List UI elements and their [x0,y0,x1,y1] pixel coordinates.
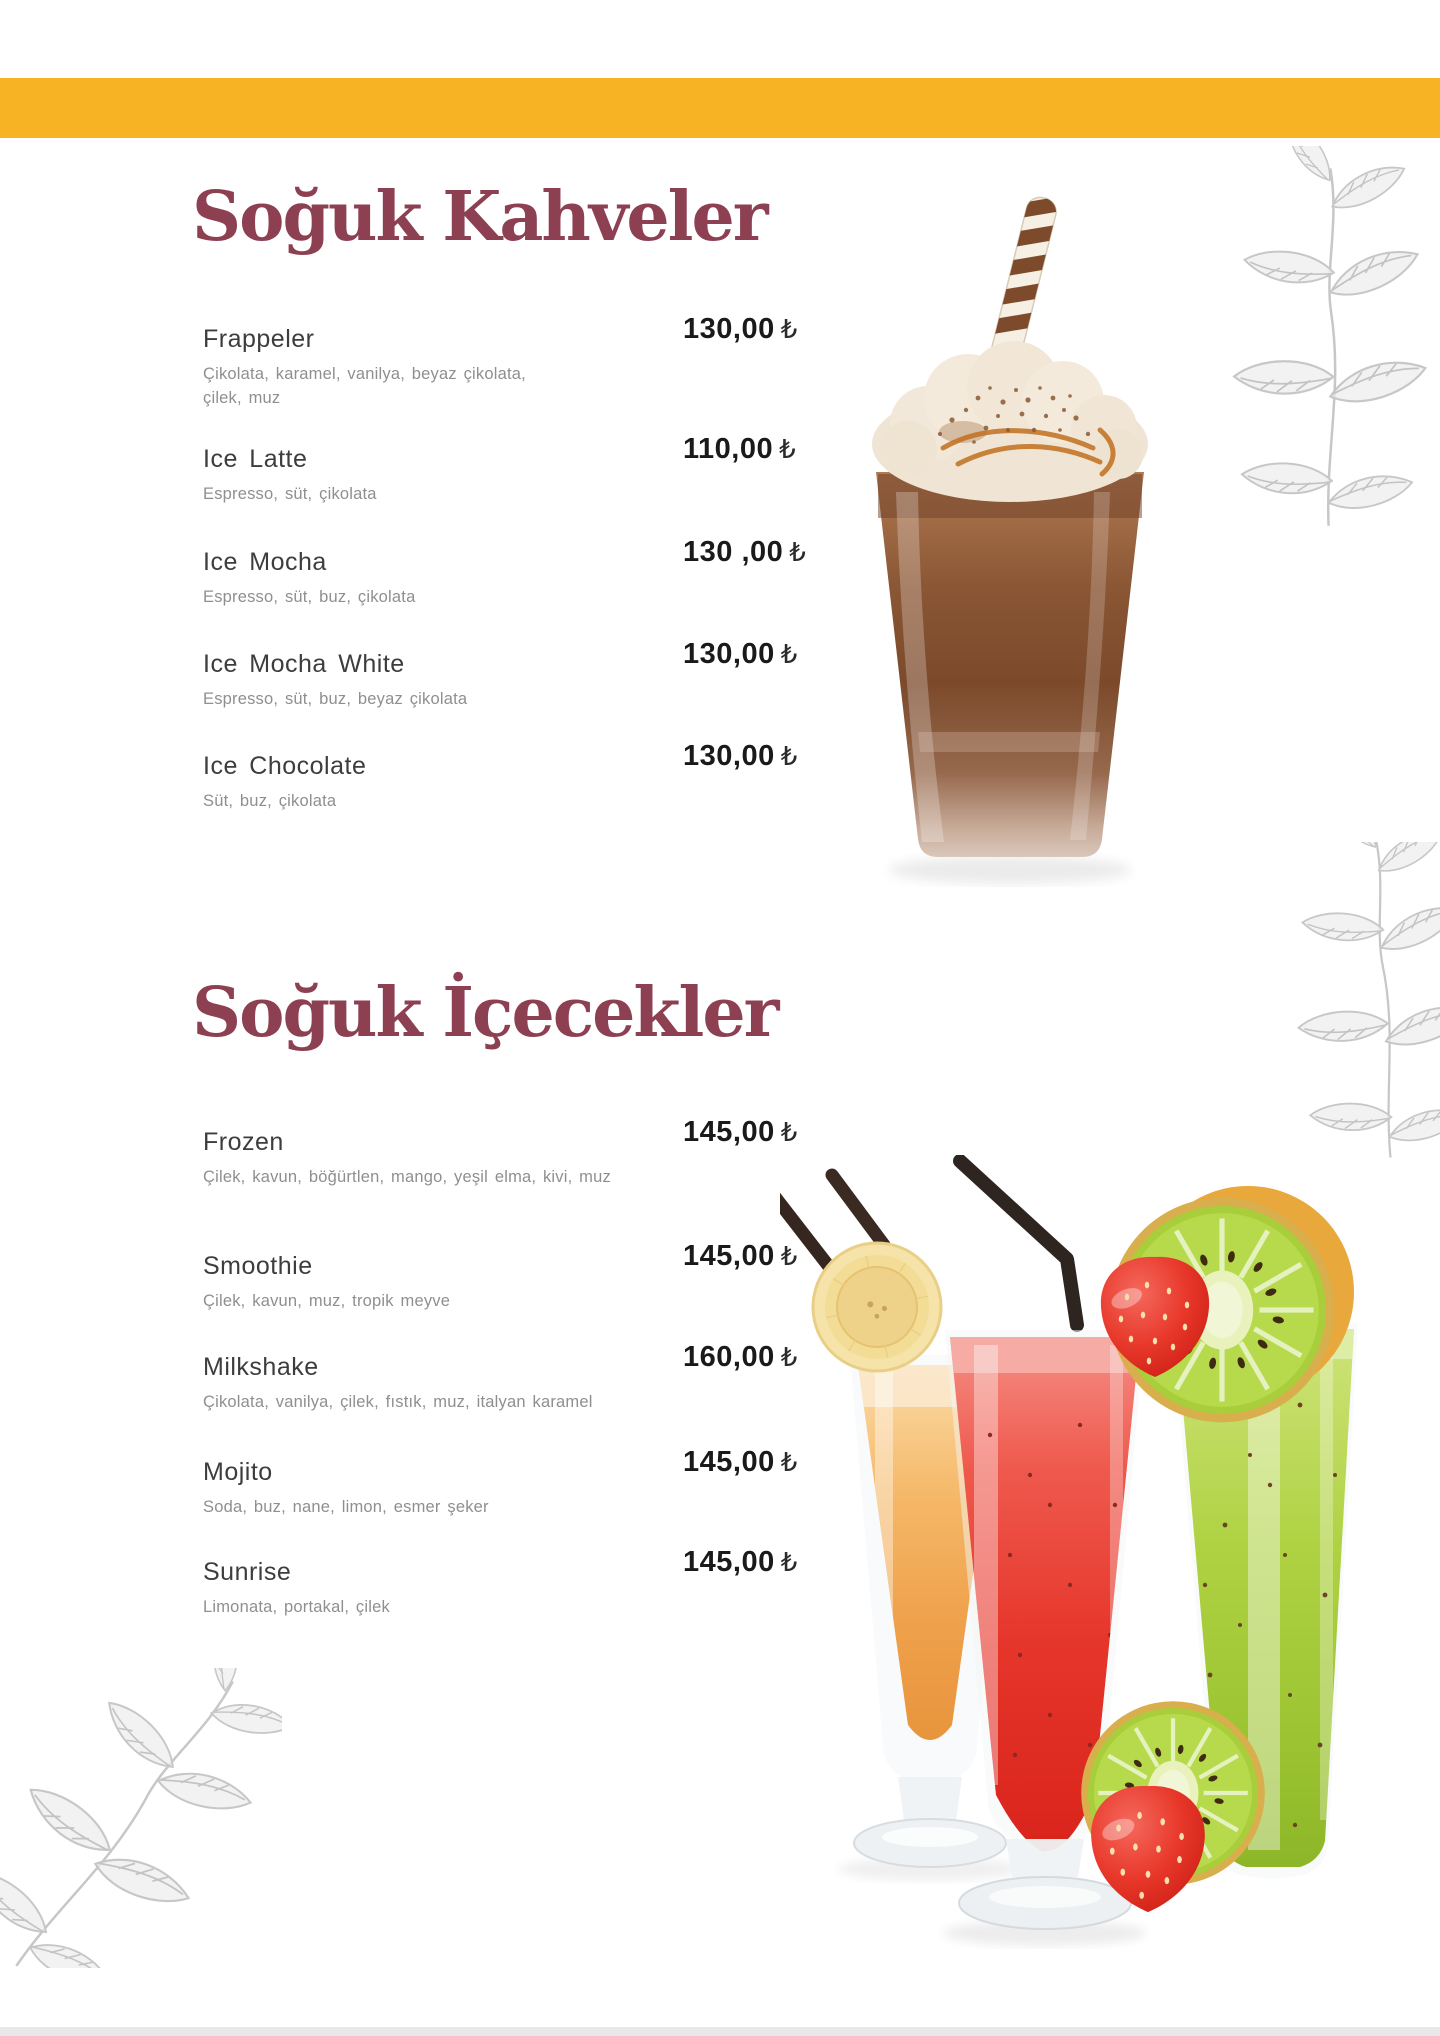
leaf-sketch-icon [1288,842,1440,1177]
item-desc: Çikolata, vanilya, çilek, fıstık, muz, italyan karamel [203,1392,593,1411]
item-desc: Çikolata, karamel, vanilya, beyaz çikolata, çilek, muz [203,364,526,407]
price-amount: 145,00 [683,1546,775,1578]
item-desc: Çilek, kavun, muz, tropik meyve [203,1291,451,1310]
menu-item-row [203,638,843,712]
price-amount: 130 ,00 [683,536,784,568]
section-title-cold-coffees: Soğuk Kahveler [192,177,767,257]
item-desc: Soda, buz, nane, limon, esmer şeker [203,1497,489,1516]
menu-item-row [203,536,843,610]
item-name: Frappeler [203,325,315,353]
price-amount: 145,00 [683,1116,775,1148]
item-desc: Espresso, süt, çikolata [203,484,377,503]
item-price [683,638,797,671]
menu-item-row [203,433,843,507]
menu-item-row [203,1546,843,1620]
menu-item-row [203,740,843,814]
lira-symbol: ₺ [780,1548,798,1578]
lira-symbol: ₺ [789,538,806,568]
menu-item-row [203,1341,843,1415]
header-accent-bar [0,78,1440,138]
item-name: Milkshake [203,1353,319,1381]
menu-item-row [203,1240,843,1314]
lira-symbol: ₺ [780,1118,798,1148]
lira-symbol: ₺ [780,742,798,772]
lira-symbol: ₺ [780,640,798,670]
item-price [683,433,796,466]
fruit-smoothies-illustration [780,1155,1440,2000]
item-name: Smoothie [203,1252,313,1280]
item-name: Mojito [203,1458,273,1486]
item-price [683,536,806,569]
lira-symbol: ₺ [779,435,796,465]
item-desc: Çilek, kavun, böğürtlen, mango, yeşil elma, kivi, muz [203,1167,611,1186]
price-amount: 145,00 [683,1446,775,1478]
item-desc: Limonata, portakal, çilek [203,1597,390,1616]
item-name: Ice Chocolate [203,752,367,780]
page-bottom-edge [0,2027,1440,2036]
item-name: Sunrise [203,1558,292,1586]
item-name: Frozen [203,1128,284,1156]
menu-item-row [203,1446,843,1520]
item-name: Ice Mocha [203,548,327,576]
item-desc: Espresso, süt, buz, beyaz çikolata [203,689,468,708]
price-amount: 160,00 [683,1341,775,1373]
lira-symbol: ₺ [780,1448,798,1478]
fruit-smoothies-photo [780,1155,1440,2000]
item-name: Ice Mocha White [203,650,405,678]
item-name: Ice Latte [203,445,308,473]
menu-item-row [203,1116,843,1190]
price-amount: 130,00 [683,313,775,345]
lira-symbol: ₺ [780,315,798,345]
item-desc: Süt, buz, çikolata [203,791,337,810]
lira-symbol: ₺ [780,1242,798,1272]
iced-coffee-photo [848,192,1170,894]
item-price [683,1116,797,1149]
iced-coffee-illustration [848,192,1170,894]
price-amount: 110,00 [683,433,774,465]
section-title-cold-drinks: Soğuk İçecekler [192,973,778,1053]
item-price [683,740,797,773]
price-amount: 130,00 [683,638,775,670]
price-amount: 145,00 [683,1240,775,1272]
price-amount: 130,00 [683,740,775,772]
leaf-sketch-icon [0,1668,282,1968]
leaf-sketch-icon [1228,146,1440,541]
item-desc: Espresso, süt, buz, çikolata [203,587,416,606]
lira-symbol: ₺ [780,1343,798,1373]
menu-item-row [203,313,843,411]
item-price [683,313,797,346]
